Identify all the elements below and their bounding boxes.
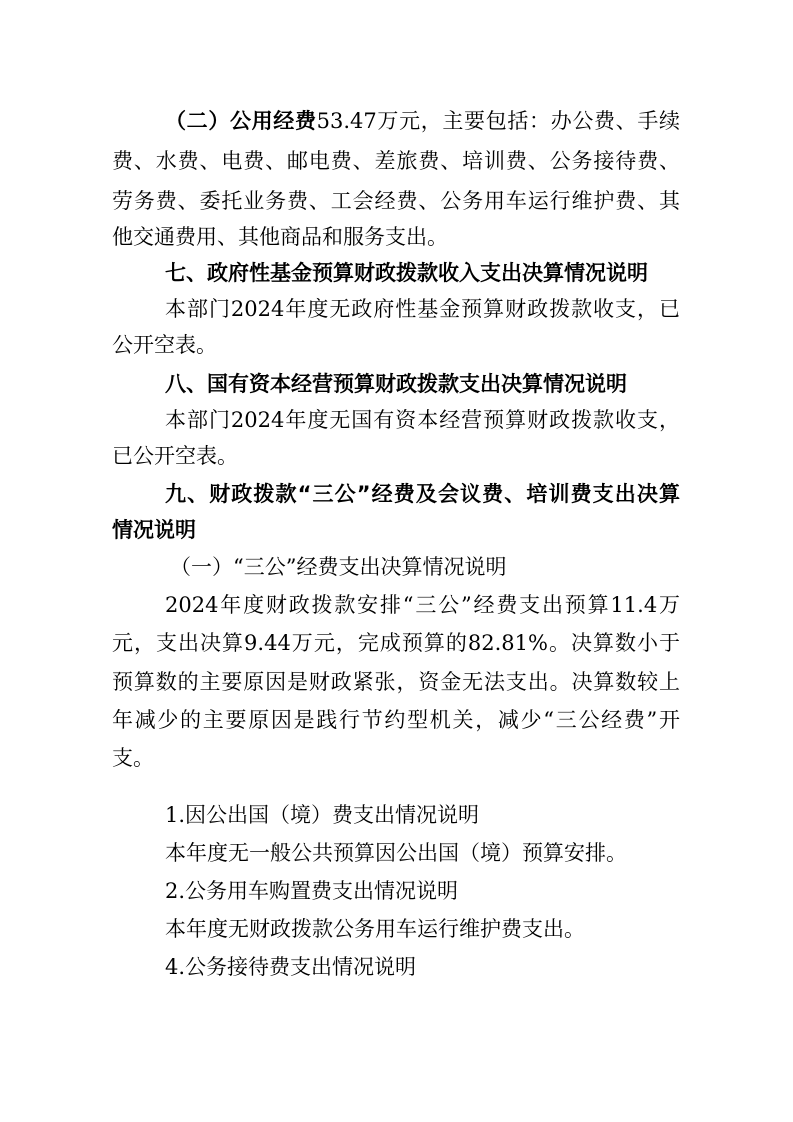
section8-line-2: 已公开空表。	[112, 444, 238, 468]
item2-text: 本年度无财政拨款公务用车运行维护费支出。	[165, 917, 585, 941]
public-funds-text-1: 53.47万元，主要包括：办公费、手续	[316, 109, 680, 133]
sub1-line-4: 年减少的主要原因是践行节约型机关，减少“三公经费”开	[112, 708, 680, 732]
sub1-line-5: 支。	[112, 746, 154, 770]
item1-heading: 1.因公出国（境）费支出情况说明	[165, 803, 480, 827]
section9-heading-line-2: 情况说明	[112, 518, 196, 542]
item2-heading: 2.公务用车购置费支出情况说明	[165, 879, 459, 903]
sub1-line-1: 2024年度财政拨款安排“三公”经费支出预算11.4万	[165, 593, 680, 617]
public-funds-line-2: 费、水费、电费、邮电费、差旅费、培训费、公务接待费、	[112, 149, 680, 173]
sub1-line-2: 元，支出决算9.44万元，完成预算的82.81%。决算数小于	[112, 631, 680, 655]
section8-line-1: 本部门2024年度无国有资本经营预算财政拨款收支，	[165, 408, 680, 432]
section8-heading: 八、国有资本经营预算财政拨款支出决算情况说明	[165, 372, 627, 396]
public-funds-label: （二）公用经费	[165, 109, 317, 133]
item1-text: 本年度无一般公共预算因公出国（境）预算安排。	[165, 841, 627, 865]
section9-heading-line-1: 九、财政拨款“三公”经费及会议费、培训费支出决算	[165, 482, 680, 506]
sub1-line-3: 预算数的主要原因是财政紧张，资金无法支出。决算数较上	[112, 670, 680, 694]
public-funds-line-3: 劳务费、委托业务费、工会经费、公务用车运行维护费、其	[112, 189, 680, 213]
item4-heading: 4.公务接待费支出情况说明	[165, 955, 417, 979]
section7-heading: 七、政府性基金预算财政拨款收入支出决算情况说明	[165, 261, 648, 285]
section7-line-1: 本部门2024年度无政府性基金预算财政拨款收支，已	[165, 297, 680, 321]
public-funds-line-4: 他交通费用、其他商品和服务支出。	[112, 225, 448, 249]
sub1-heading: （一）“三公”经费支出决算情况说明	[170, 555, 507, 579]
section7-line-2: 公开空表。	[112, 333, 217, 357]
public-funds-line-1	[165, 106, 680, 138]
